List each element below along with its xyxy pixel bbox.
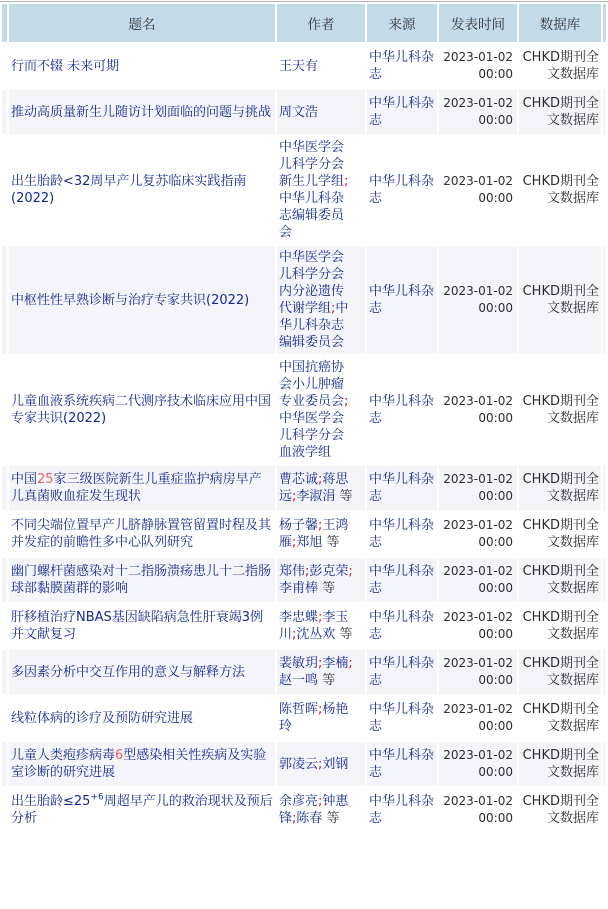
database-name: CHKD期刊全文数据库 [519,466,601,510]
database-name: CHKD期刊全文数据库 [519,90,601,134]
table-header [2,4,606,42]
title-cell [9,90,275,134]
title-text: 行而不辍 未来可期 [11,58,120,74]
author-cell [277,44,365,88]
author-separator: ; [331,301,336,316]
author-separator: ; [318,794,323,809]
source-link[interactable]: 中华儿科杂志 [369,748,435,780]
source-cell [367,512,437,556]
author-cell [277,788,365,832]
source-link[interactable]: 中华儿科杂志 [369,656,435,688]
source-link[interactable]: 中华儿科杂志 [369,50,435,82]
article-title-link[interactable] [11,293,249,308]
database-name: CHKD期刊全文数据库 [519,788,601,832]
article-title-link[interactable] [11,748,266,780]
database-name: CHKD期刊全文数据库 [519,558,601,602]
article-title-link[interactable] [11,794,273,826]
author-link[interactable]: 陈春 [296,811,323,826]
row-edge-left [2,356,7,464]
title-text: 不同尖端位置早产儿脐静脉置管留置时程及其并发症的前瞻性多中心队列研究 [11,518,272,550]
source-cell [367,650,437,694]
author-separator: ; [344,394,349,409]
author-link[interactable]: 李甫棒 [279,581,319,596]
row-edge-right [603,466,606,510]
author-separator: ; [292,535,297,550]
row-edge-right [603,44,606,88]
source-cell [367,246,437,354]
title-text: 儿童人类疱疹病毒 [11,748,116,763]
author-separator: ; [292,489,297,504]
author-cell [277,558,365,602]
title-cell [9,512,275,556]
row-edge-right [603,136,606,244]
row-edge-right [603,558,606,602]
author-link[interactable]: 李忠蝶 [279,610,319,625]
database-name: CHKD期刊全文数据库 [519,650,601,694]
table-row [2,558,606,602]
author-link[interactable]: 王鸿雁 [279,518,349,550]
publish-date: 2023-01-02 00:00 [439,788,517,832]
column-header-source: 来源 [367,4,437,42]
database-name: CHKD期刊全文数据库 [519,604,601,648]
column-header-author: 作者 [277,4,365,42]
author-link[interactable]: 陈哲晖 [279,702,319,717]
source-cell [367,558,437,602]
author-separator: ; [318,610,323,625]
source-link[interactable]: 中华儿科杂志 [369,564,435,596]
title-text: 儿童血液系统疾病二代测序技术临床应用中国专家共识(2022) [11,394,272,426]
header-edge-left [2,4,7,42]
row-edge-left [2,136,7,244]
source-link[interactable]: 中华儿科杂志 [369,472,435,504]
publish-date: 2023-01-02 00:00 [439,90,517,134]
column-header-database: 数据库 [519,4,601,42]
publish-date: 2023-01-02 00:00 [439,246,517,354]
author-link[interactable]: 中国抗癌协会小儿肿瘤专业委员会 [279,360,345,409]
source-cell [367,604,437,648]
row-edge-left [2,466,7,510]
source-link[interactable]: 中华儿科杂志 [369,794,435,826]
row-edge-right [603,742,606,786]
title-cell [9,650,275,694]
author-separator: ; [292,811,297,826]
title-cell [9,742,275,786]
title-text: 周超早产儿的救治现状及预后分析 [11,794,273,826]
column-header-date: 发表时间 [439,4,517,42]
table-row [2,90,606,134]
author-cell [277,742,365,786]
source-cell [367,136,437,244]
author-link[interactable]: 赵一鸣 [279,673,319,688]
title-cell [9,44,275,88]
publish-date: 2023-01-02 00:00 [439,558,517,602]
author-link[interactable]: 彭克荣 [309,564,349,579]
source-cell [367,44,437,88]
title-cell [9,356,275,464]
database-name: CHKD期刊全文数据库 [519,696,601,740]
author-link[interactable]: 中华医学会儿科学分会新生儿学组 [279,140,345,189]
author-link[interactable]: 杨子馨 [279,518,319,533]
article-title-link[interactable] [11,711,193,726]
row-edge-right [603,90,606,134]
author-separator: ; [318,702,323,717]
article-title-link[interactable] [11,472,262,504]
publish-date: 2023-01-02 00:00 [439,466,517,510]
article-title-link[interactable] [11,174,246,206]
author-cell [277,136,365,244]
publish-date: 2023-01-02 00:00 [439,742,517,786]
row-edge-left [2,558,7,602]
source-link[interactable]: 中华儿科杂志 [369,702,435,734]
table-row [2,356,606,464]
author-link[interactable]: 李楠 [322,656,349,671]
author-separator: ; [305,564,310,579]
author-cell [277,466,365,510]
author-link[interactable]: 中华医学会儿科学分会内分泌遗传代谢学组 [279,250,345,316]
title-cell [9,246,275,354]
database-name: CHKD期刊全文数据库 [519,742,601,786]
title-superscript: +6 [90,792,104,803]
author-link[interactable]: 钟惠锋 [279,794,349,826]
article-title-link[interactable] [11,564,271,596]
author-link[interactable]: 李淑涓 [296,489,336,504]
author-link[interactable]: 沈丛欢 [296,627,336,642]
author-cell [277,696,365,740]
table-row [2,604,606,648]
row-edge-left [2,696,7,740]
author-link[interactable]: 郑伟 [279,564,306,579]
source-link[interactable]: 中华儿科杂志 [369,394,435,426]
database-name: CHKD期刊全文数据库 [519,136,601,244]
row-edge-right [603,246,606,354]
title-text: 推动高质量新生儿随访计划面临的问题与挑战 [11,104,272,120]
author-link[interactable]: 杨艳玲 [279,702,349,734]
results-table [0,2,608,834]
publish-date: 2023-01-02 00:00 [439,650,517,694]
row-edge-left [2,246,7,354]
table-row [2,696,606,740]
header-edge-right [603,4,606,42]
title-highlight: 25 [37,472,54,487]
title-text: 幽门螺杆菌感染对十二指肠溃疡患儿十二指肠球部黏膜菌群的影响 [11,564,272,596]
row-edge-right [603,512,606,556]
author-cell [277,650,365,694]
author-cell [277,90,365,134]
title-cell [9,604,275,648]
author-separator: ; [318,756,323,772]
title-text: 型感染相关性疾病及实验室诊断的研究进展 [11,748,267,780]
article-title-link[interactable] [11,665,245,680]
source-link[interactable]: 中华儿科杂志 [369,518,435,550]
database-name: CHKD期刊全文数据库 [519,356,601,464]
row-edge-left [2,90,7,134]
title-text: 家三级医院新生儿重症监护病房早产儿真菌败血症发生现状 [11,472,262,504]
title-cell [9,466,275,510]
author-separator: ; [318,656,323,671]
row-edge-right [603,696,606,740]
author-link[interactable]: 曹芯诚 [279,472,319,487]
source-cell [367,696,437,740]
database-name: CHKD期刊全文数据库 [519,246,601,354]
author-link[interactable]: 中华儿科杂志编辑委员会 [279,301,349,350]
row-edge-left [2,742,7,786]
author-cell [277,512,365,556]
author-link[interactable]: 李玉川 [279,610,349,642]
row-edge-right [603,604,606,648]
source-link[interactable]: 中华儿科杂志 [369,610,435,642]
row-edge-left [2,44,7,88]
table-row [2,44,606,88]
results-table-body [2,44,606,832]
publish-date: 2023-01-02 00:00 [439,44,517,88]
et-al-label: 等 [322,535,340,550]
source-cell [367,788,437,832]
row-edge-left [2,604,7,648]
author-link[interactable]: 中华医学会儿科学分会血液学组 [279,411,345,460]
source-cell [367,742,437,786]
source-link[interactable]: 中华儿科杂志 [369,174,435,206]
row-edge-left [2,512,7,556]
table-row [2,512,606,556]
publish-date: 2023-01-02 00:00 [439,356,517,464]
et-al-label: 等 [318,673,336,688]
article-title-link[interactable] [11,394,271,426]
author-separator: ; [318,472,323,487]
article-title-link[interactable] [11,518,271,550]
table-row [2,788,606,832]
article-title-link[interactable] [11,610,263,642]
title-text: 出生胎龄<32周早产儿复苏临床实践指南(2022) [11,174,247,206]
author-link[interactable]: 王天有 [279,58,319,74]
author-separator: ; [318,518,323,533]
column-header-title: 题名 [9,4,275,42]
author-cell [277,356,365,464]
title-cell [9,696,275,740]
title-text: 肝移植治疗NBAS基因缺陷病急性肝衰竭3例并文献复习 [11,610,264,642]
title-cell [9,136,275,244]
row-edge-left [2,788,7,832]
author-separator: ; [348,656,353,671]
publish-date: 2023-01-02 00:00 [439,136,517,244]
article-title-link[interactable] [11,59,119,74]
author-separator: ; [292,627,297,642]
article-title-link[interactable] [11,105,271,120]
source-cell [367,466,437,510]
author-separator: ; [348,564,353,579]
author-link[interactable]: 郑旭 [296,535,323,550]
title-highlight: 6 [115,748,124,763]
et-al-label: 等 [335,489,353,504]
author-link[interactable]: 裴敏玥 [279,656,319,671]
author-cell [277,246,365,354]
source-link[interactable]: 中华儿科杂志 [369,284,435,316]
table-row [2,742,606,786]
et-al-label: 等 [322,811,340,826]
table-row [2,136,606,244]
title-cell [9,558,275,602]
author-link[interactable]: 蒋思远 [279,472,349,504]
title-text: 线粒体病的诊疗及预防研究进展 [11,710,194,726]
row-edge-right [603,356,606,464]
source-cell [367,356,437,464]
et-al-label: 等 [318,581,336,596]
header-row [2,4,606,42]
title-text: 出生胎龄≤25 [11,794,91,809]
row-edge-right [603,788,606,832]
author-separator: ; [344,174,349,189]
author-link[interactable]: 中华儿科杂志编辑委员会 [279,191,345,240]
title-text: 中国 [11,472,38,487]
author-link[interactable]: 郭凌云 [279,756,319,772]
source-link[interactable]: 中华儿科杂志 [369,96,435,128]
author-link[interactable]: 余彦亮 [279,794,319,809]
author-link[interactable]: 周文浩 [279,104,319,120]
et-al-label: 等 [335,627,353,642]
publish-date: 2023-01-02 00:00 [439,696,517,740]
title-cell [9,788,275,832]
database-name: CHKD期刊全文数据库 [519,512,601,556]
author-cell [277,604,365,648]
database-name: CHKD期刊全文数据库 [519,44,601,88]
title-text: 中枢性性早熟诊断与治疗专家共识(2022) [11,292,250,308]
publish-date: 2023-01-02 00:00 [439,604,517,648]
publish-date: 2023-01-02 00:00 [439,512,517,556]
title-text: 多因素分析中交互作用的意义与解释方法 [11,664,246,680]
author-link[interactable]: 刘钢 [322,756,349,772]
table-row [2,466,606,510]
row-edge-right [603,650,606,694]
source-cell [367,90,437,134]
table-row [2,246,606,354]
row-edge-left [2,650,7,694]
table-row [2,650,606,694]
